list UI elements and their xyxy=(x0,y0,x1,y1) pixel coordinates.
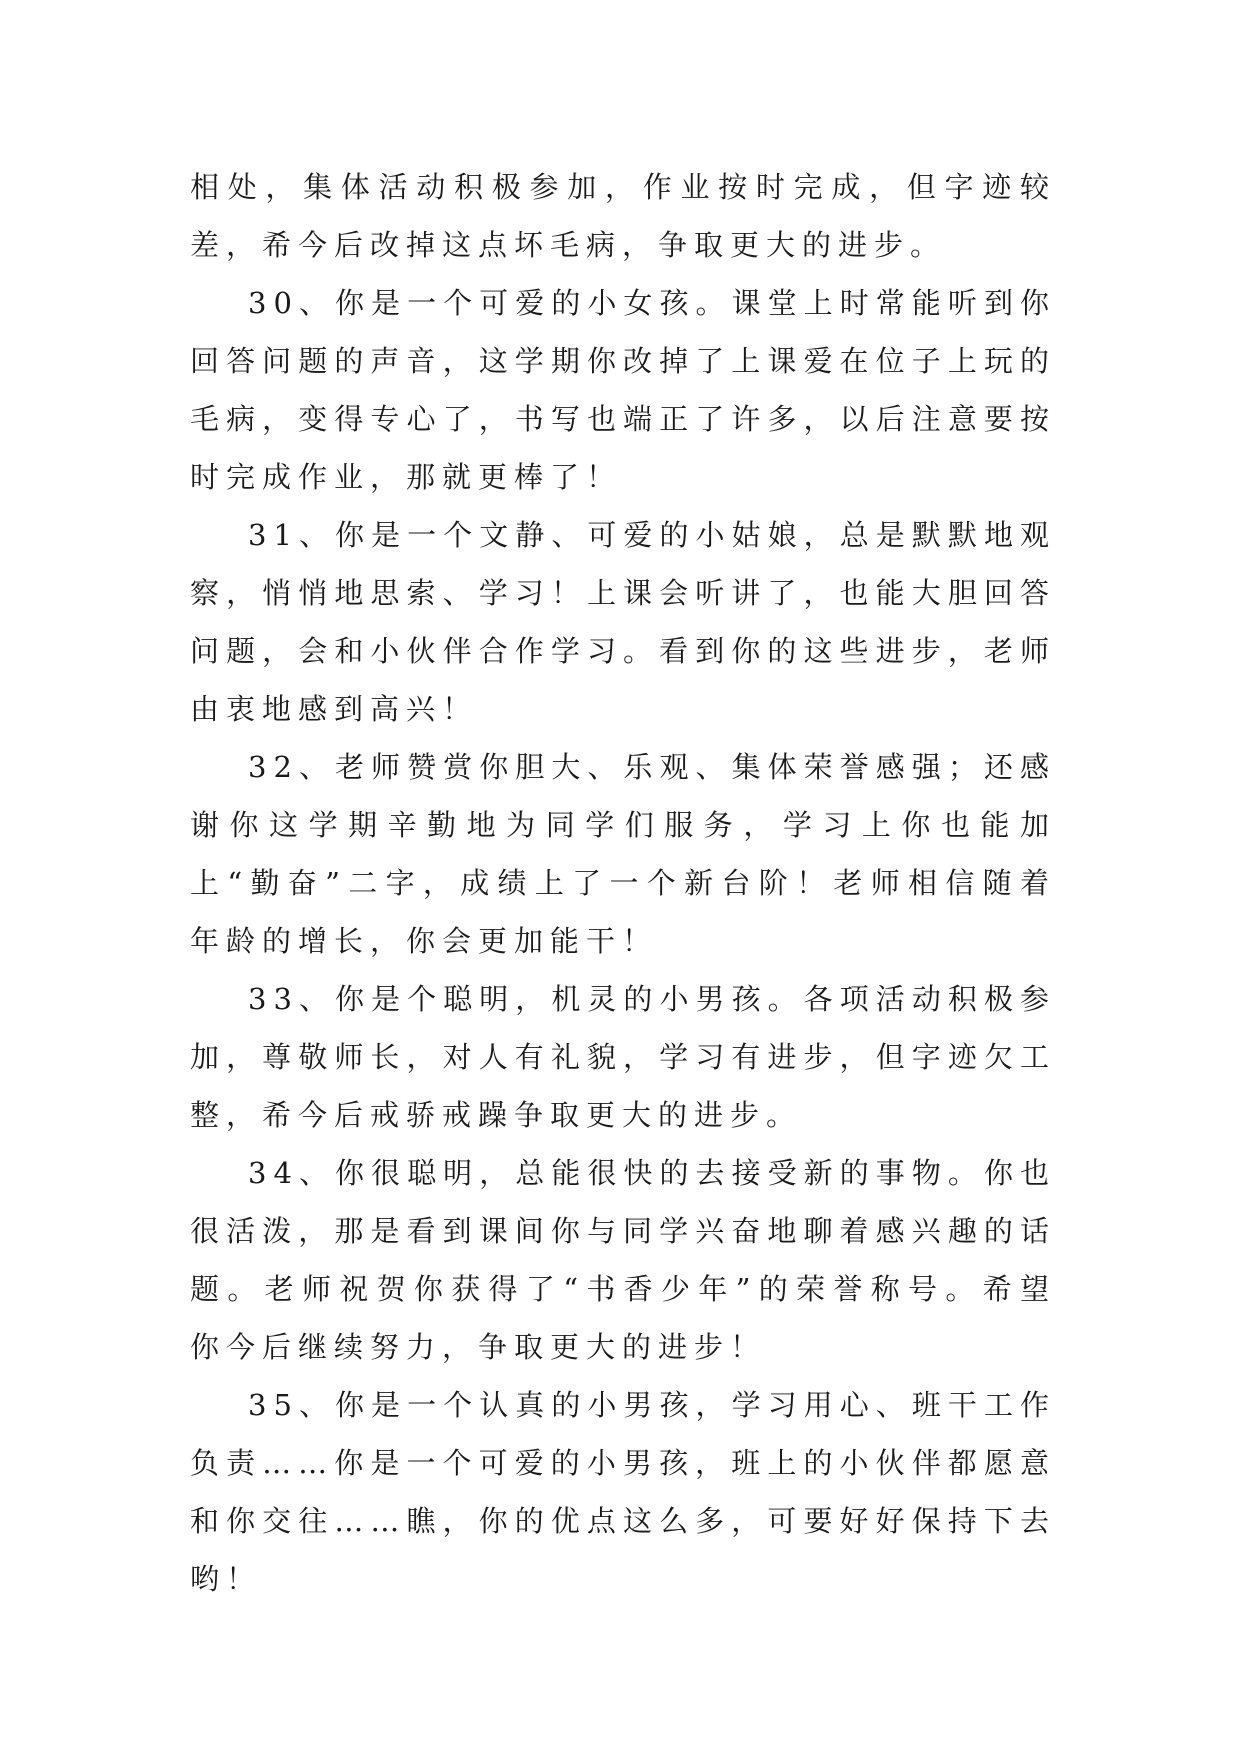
paragraph-30: 30、你是一个可爱的小女孩。课堂上时常能听到你回答问题的声音，这学期你改掉了上课爱在位子上玩的毛病，变得专心了，书写也端正了许多，以后注意要按时完成作业，那就更棒了！ xyxy=(190,286,1056,494)
paragraph-34: 34、你很聪明，总能很快的去接受新的事物。你也很活泼，那是看到课间你与同学兴奋地聊着感兴趣的话题。老师祝贺你获得了“书香少年”的荣誉称号。希望你今后继续努力，争取更大的进步！ xyxy=(190,1156,1056,1364)
paragraph-33: 33、你是个聪明，机灵的小男孩。各项活动积极参加，尊敬师长，对人有礼貌，学习有进步，但字迹欠工整，希今后戒骄戒躁争取更大的进步。 xyxy=(190,982,1056,1132)
paragraph-32: 32、老师赞赏你胆大、乐观、集体荣誉感强；还感谢你这学期辛勤地为同学们服务，学习上你也能加上“勤奋”二字，成绩上了一个新台阶！老师相信随着年龄的增长，你会更加能干！ xyxy=(190,750,1056,958)
paragraph-35: 35、你是一个认真的小男孩，学习用心、班干工作负责……你是一个可爱的小男孩，班上的小伙伴都愿意和你交往……瞧，你的优点这么多，可要好好保持下去哟！ xyxy=(190,1388,1056,1596)
paragraph-31: 31、你是一个文静、可爱的小姑娘，总是默默地观察，悄悄地思索、学习！上课会听讲了，也能大胆回答问题，会和小伙伴合作学习。看到你的这些进步，老师由衷地感到高兴！ xyxy=(190,518,1056,726)
paragraph-continuation: 相处，集体活动积极参加，作业按时完成，但字迹较差，希今后改掉这点坏毛病，争取更大的进步。 xyxy=(190,170,1056,262)
document-body xyxy=(190,158,1056,1608)
